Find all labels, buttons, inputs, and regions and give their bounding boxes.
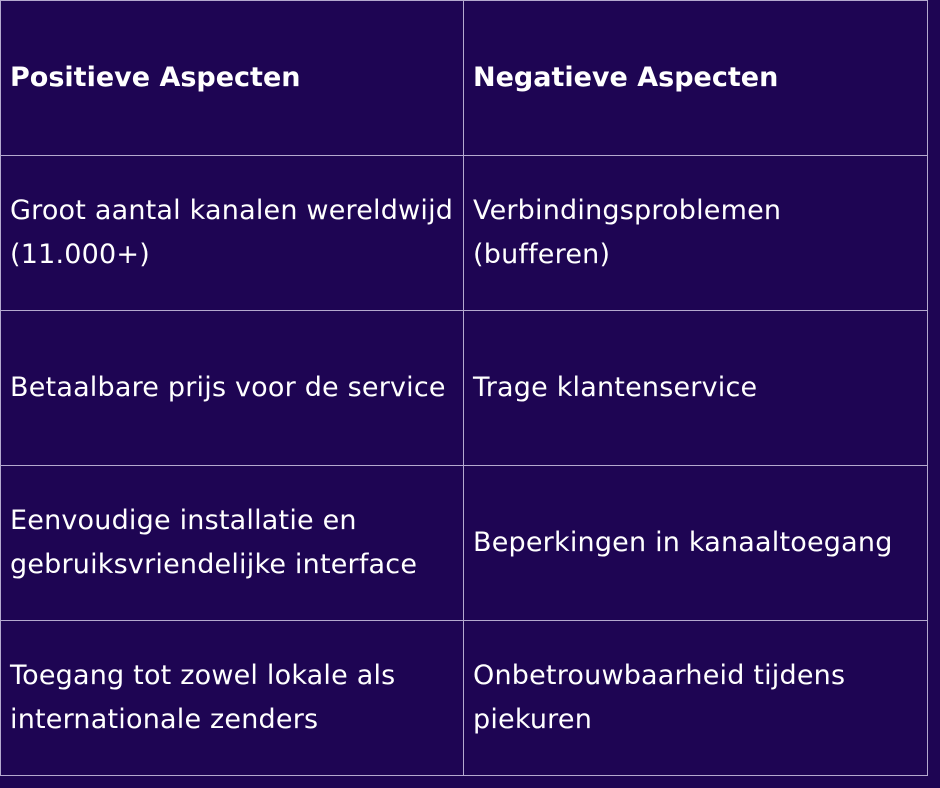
positive-cell: Toegang tot zowel lokale als internationale zenders [1,621,464,776]
table-row [1,311,928,466]
header-negative: Negatieve Aspecten [464,1,928,156]
negative-cell: Verbindingsproblemen (bufferen) [464,156,928,311]
table-header-row [1,1,928,156]
negative-cell: Beperkingen in kanaaltoegang [464,466,928,621]
negative-cell: Onbetrouwbaarheid tijdens piekuren [464,621,928,776]
table-row [1,621,928,776]
positive-cell: Eenvoudige installatie en gebruiksvriendelijke interface [1,466,464,621]
header-positive: Positieve Aspecten [1,1,464,156]
negative-cell: Trage klantenservice [464,311,928,466]
table-row [1,466,928,621]
positive-cell: Groot aantal kanalen wereldwijd (11.000+) [1,156,464,311]
positive-cell: Betaalbare prijs voor de service [1,311,464,466]
table-row [1,156,928,311]
